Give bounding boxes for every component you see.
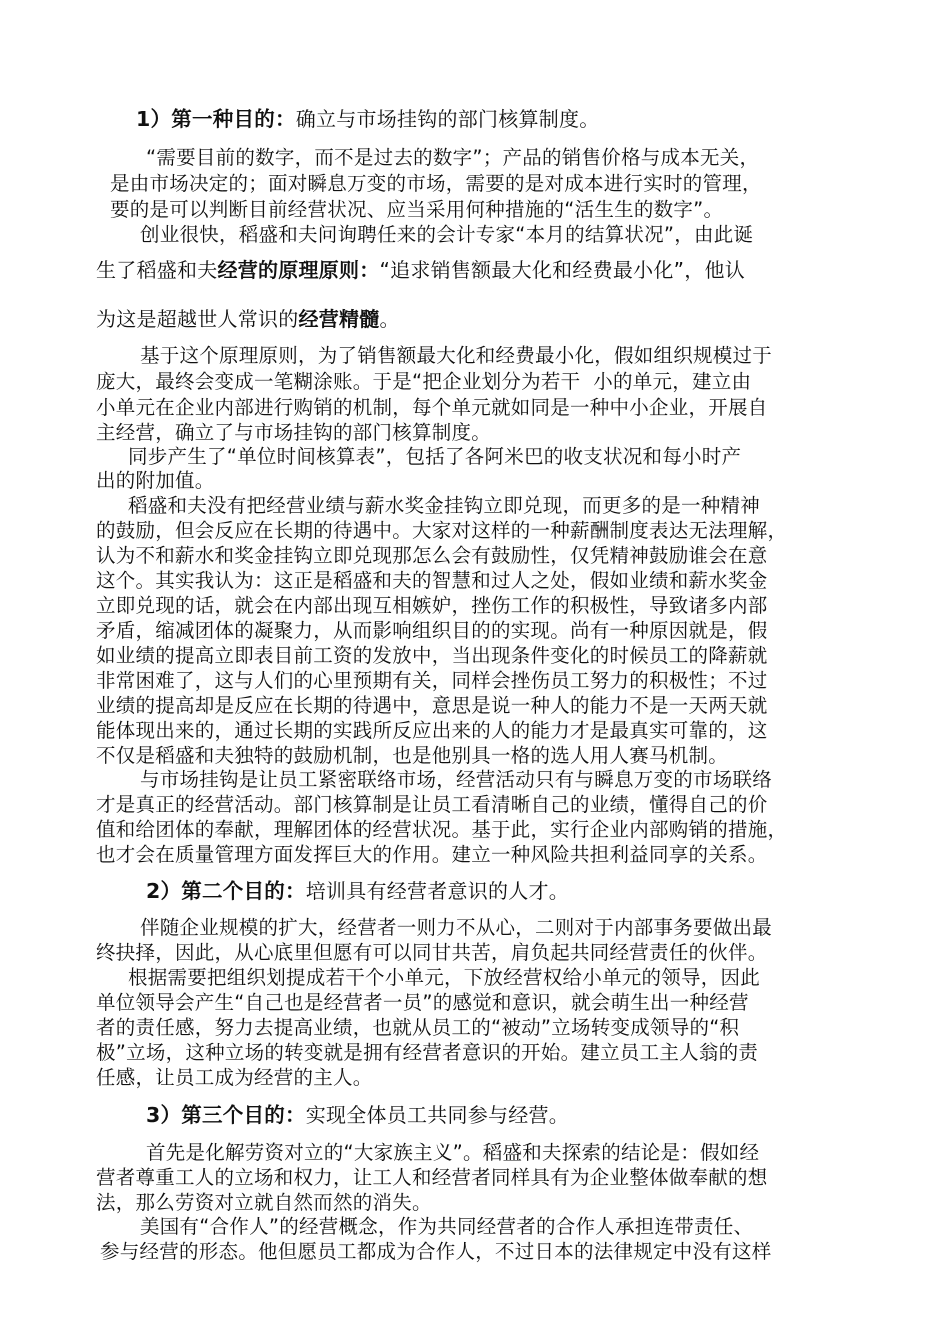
section-1-title: 第一种目的： bbox=[171, 107, 296, 131]
paragraph-line: 的鼓励，但会反应在长期的待遇中。大家对这样的一种薪酬制度表达无法理解， bbox=[96, 519, 788, 542]
paragraph-line: 单位领导会产生“自己也是经营者一员”的感觉和意识，就会萌生出一种经营 bbox=[96, 991, 749, 1014]
section-3-title: 第三个目的： bbox=[181, 1103, 306, 1127]
paragraph-line: 如业绩的提高立即表目前工资的发放中，当出现条件变化的时候员工的降薪就 bbox=[96, 644, 768, 667]
paragraph-line: 参与经营的形态。他但愿员工都成为合作人，不过日本的法律规定中没有这样 bbox=[100, 1240, 772, 1263]
paragraph-line: 任感，让员工成为经营的主人。 bbox=[96, 1066, 373, 1089]
paragraph-line: 极”立场，这种立场的转变就是拥有经营者意识的开始。建立员工主人翁的责 bbox=[96, 1041, 759, 1064]
section-3-number: 3） bbox=[146, 1103, 182, 1127]
section-1-text: 确立与市场挂钩的部门核算制度。 bbox=[295, 107, 600, 131]
paragraph-line: 创业很快，稻盛和夫问询聘任来的会计专家“本月的结算状况”，由此诞 bbox=[140, 223, 754, 246]
paragraph-line: 伴随企业规模的扩大，经营者一则力不从心，二则对于内部事务要做出最 bbox=[140, 916, 773, 939]
paragraph-line: 出的附加值。 bbox=[96, 469, 215, 492]
paragraph-line: 也才会在质量管理方面发挥巨大的作用。建立一种风险共担利益同享的关系。 bbox=[96, 843, 768, 866]
paragraph-line: 庞大，最终会变成一笔糊涂账。于是“把企业划分为若干 小的单元，建立由 bbox=[96, 370, 752, 393]
paragraph-line: 非常困难了，这与人们的心里预期有关，同样会挫伤员工努力的积极性；不过 bbox=[96, 669, 768, 692]
paragraph-line: 才是真正的经营活动。部门核算制是让员工看清晰自己的业绩，懂得自己的价 bbox=[96, 793, 768, 816]
essence-emphasis: 经营精髓 bbox=[298, 307, 380, 331]
paragraph-line: 值和给团体的奉献，理解团体的经营状况。基于此，实行企业内部购销的措施， bbox=[96, 818, 788, 841]
section-1-number: 1） bbox=[136, 107, 172, 131]
section-2-number: 2） bbox=[146, 879, 182, 903]
paragraph-line: 基于这个原理原则，为了销售额最大化和经费最小化，假如组织规模过于 bbox=[140, 344, 773, 367]
paragraph-line: 是由市场决定的；面对瞬息万变的市场，需要的是对成本进行实时的管理， bbox=[110, 172, 762, 195]
paragraph-line: 要的是可以判断目前经营状况、应当采用何种措施的“活生生的数字”。 bbox=[110, 198, 724, 221]
paragraph-line: 主经营，确立了与市场挂钩的部门核算制度。 bbox=[96, 421, 492, 444]
paragraph-line: 者的责任感，努力去提高业绩，也就从员工的“被动”立场转变成领导的“积 bbox=[96, 1016, 740, 1039]
paragraph-line: 美国有“合作人”的经营概念，作为共同经营者的合作人承担连带责任、 bbox=[140, 1215, 754, 1238]
paragraph-line: 营者尊重工人的立场和权力，让工人和经营者同样具有为企业整体做奉献的想 bbox=[96, 1166, 768, 1189]
paragraph-line: 终抉择，因此，从心底里但愿有可以同甘共苦，肩负起共同经营责任的伙伴。 bbox=[96, 941, 768, 964]
paragraph-line: “需要目前的数字，而不是过去的数字”；产品的销售价格与成本无关， bbox=[146, 146, 760, 169]
paragraph-line: 业绩的提高却是反应在长期的待遇中，意思是说一种人的能力不是一天两天就 bbox=[96, 694, 768, 717]
essence-line: 为这是超越世人常识的经营精髓。 bbox=[96, 307, 400, 331]
paragraph-line: 与市场挂钩是让员工紧密联络市场，经营活动只有与瞬息万变的市场联络 bbox=[140, 768, 773, 791]
paragraph-line: 认为不和薪水和奖金挂钩立即兑现那怎么会有鼓励性，仅凭精神鼓励谁会在意 bbox=[96, 544, 768, 567]
paragraph-line: 能体现出来的，通过长期的实践所反应出来的人的能力才是最真实可靠的，这 bbox=[96, 719, 768, 742]
section-2-heading bbox=[146, 878, 569, 904]
paragraph-line: 法，那么劳资对立就自然而然的消失。 bbox=[96, 1191, 432, 1214]
paragraph-line: 这个。其实我认为：这正是稻盛和夫的智慧和过人之处，假如业绩和薪水奖金 bbox=[96, 569, 768, 592]
section-2-title: 第二个目的： bbox=[181, 879, 306, 903]
paragraph-line: 不仅是稻盛和夫独特的鼓励机制，也是他别具一格的选人用人赛马机制。 bbox=[96, 744, 729, 767]
principle-line: 生了稻盛和夫经营的原理原则：“追求销售额最大化和经费最小化”，他认 bbox=[96, 258, 745, 282]
paragraph-line: 同步产生了“单位时间核算表”，包括了各阿米巴的收支状况和每小时产 bbox=[128, 445, 742, 468]
section-2-text: 培训具有经营者意识的人才。 bbox=[305, 879, 570, 903]
paragraph-line: 矛盾，缩减团体的凝聚力，从而影响组织目的的实现。尚有一种原因就是，假 bbox=[96, 619, 768, 642]
paragraph-line: 立即兑现的话，就会在内部出现互相嫉妒，挫伤工作的积极性，导致诸多内部 bbox=[96, 594, 768, 617]
paragraph-line: 根据需要把组织划提成若干个小单元，下放经营权给小单元的领导，因此 bbox=[128, 966, 761, 989]
section-1-heading bbox=[136, 106, 600, 132]
section-3-heading bbox=[146, 1102, 569, 1128]
paragraph-line: 首先是化解劳资对立的“大家族主义”。稻盛和夫探索的结论是：假如经 bbox=[146, 1141, 760, 1164]
paragraph-line: 稻盛和夫没有把经营业绩与薪水奖金挂钩立即兑现，而更多的是一种精神 bbox=[128, 494, 761, 517]
section-3-text: 实现全体员工共同参与经营。 bbox=[305, 1103, 570, 1127]
paragraph-line: 小单元在企业内部进行购销的机制，每个单元就如同是一种中小企业，开展自 bbox=[96, 396, 768, 419]
principle-emphasis: 经营的原理原则： bbox=[217, 258, 380, 282]
